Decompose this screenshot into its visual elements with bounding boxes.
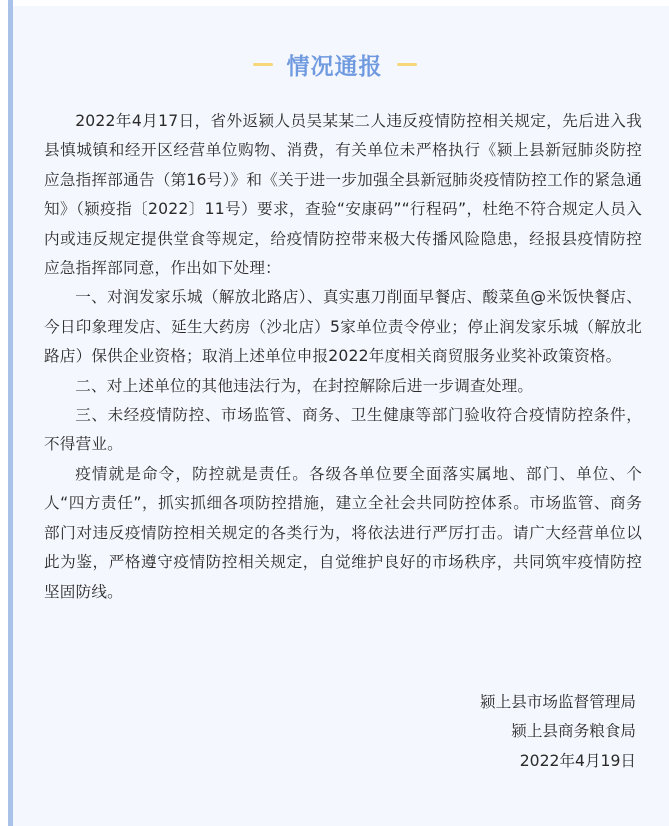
page-title: 情况通报 — [286, 53, 383, 80]
signature-date: 2022年4月19日 — [519, 751, 636, 770]
heading-left-dash — [253, 63, 273, 66]
notice-body — [44, 107, 642, 607]
signature-block — [336, 688, 636, 776]
heading-row — [0, 44, 669, 84]
left-margin — [0, 0, 8, 826]
left-accent-bar — [8, 0, 13, 826]
signature-org-commerce: 颍上县商务粮食局 — [511, 722, 636, 741]
paragraph-intro: 2022年4月17日，省外返颍人员吴某某二人违反疫情防控相关规定，先后进入我县慎城镇和经开区经营单位购物、消费，有关单位未严格执行《颍上县新冠肺炎防控应急指挥部通告（第16号）》和《关于进一步加强全县新冠肺炎疫情防控工作的紧急通知》（颍疫指〔2022〕11号）要求，查验“安康码”“行程码”，杜绝不符合规定人员入内或违反规定提供堂食等规定，给疫情防控带来极大传播风险隐患，经报县疫情防控应急指挥部同意，作出如下处理： — [44, 112, 642, 278]
paragraph-item-1: 一、对润发家乐城（解放北路店）、真实惠刀削面早餐店、酸菜鱼@米饭快餐店、今日印象理发店、延生大药房（沙北店）5家单位责令停业；停止润发家乐城（解放北路店）保供企业资格；取消上述单位申报2022年度相关商贸服务业奖补政策资格。 — [44, 288, 642, 366]
heading-right-dash — [397, 63, 417, 66]
signature-org-market: 颍上县市场监督管理局 — [480, 693, 636, 711]
top-margin — [13, 0, 669, 6]
paragraph-item-2: 二、对上述单位的其他违法行为，在封控解除后进一步调查处理。 — [75, 376, 534, 395]
paragraph-item-3: 三、未经疫情防控、市场监管、商务、卫生健康等部门验收符合疫情防控条件，不得营业。 — [44, 406, 642, 454]
paragraph-conclusion: 疫情就是命令，防控就是责任。各级各单位要全面落实属地、部门、单位、个人“四方责任”，抓实抓细各项防控措施，建立全社会共同防控体系。市场监管、商务部门对违反疫情防控相关规定的各类行为，将依法进行严厉打击。请广大经营单位以此为鉴，严格遵守疫情防控相关规定，自觉维护良好的市场秩序，共同筑牢疫情防控坚固防线。 — [44, 464, 642, 601]
